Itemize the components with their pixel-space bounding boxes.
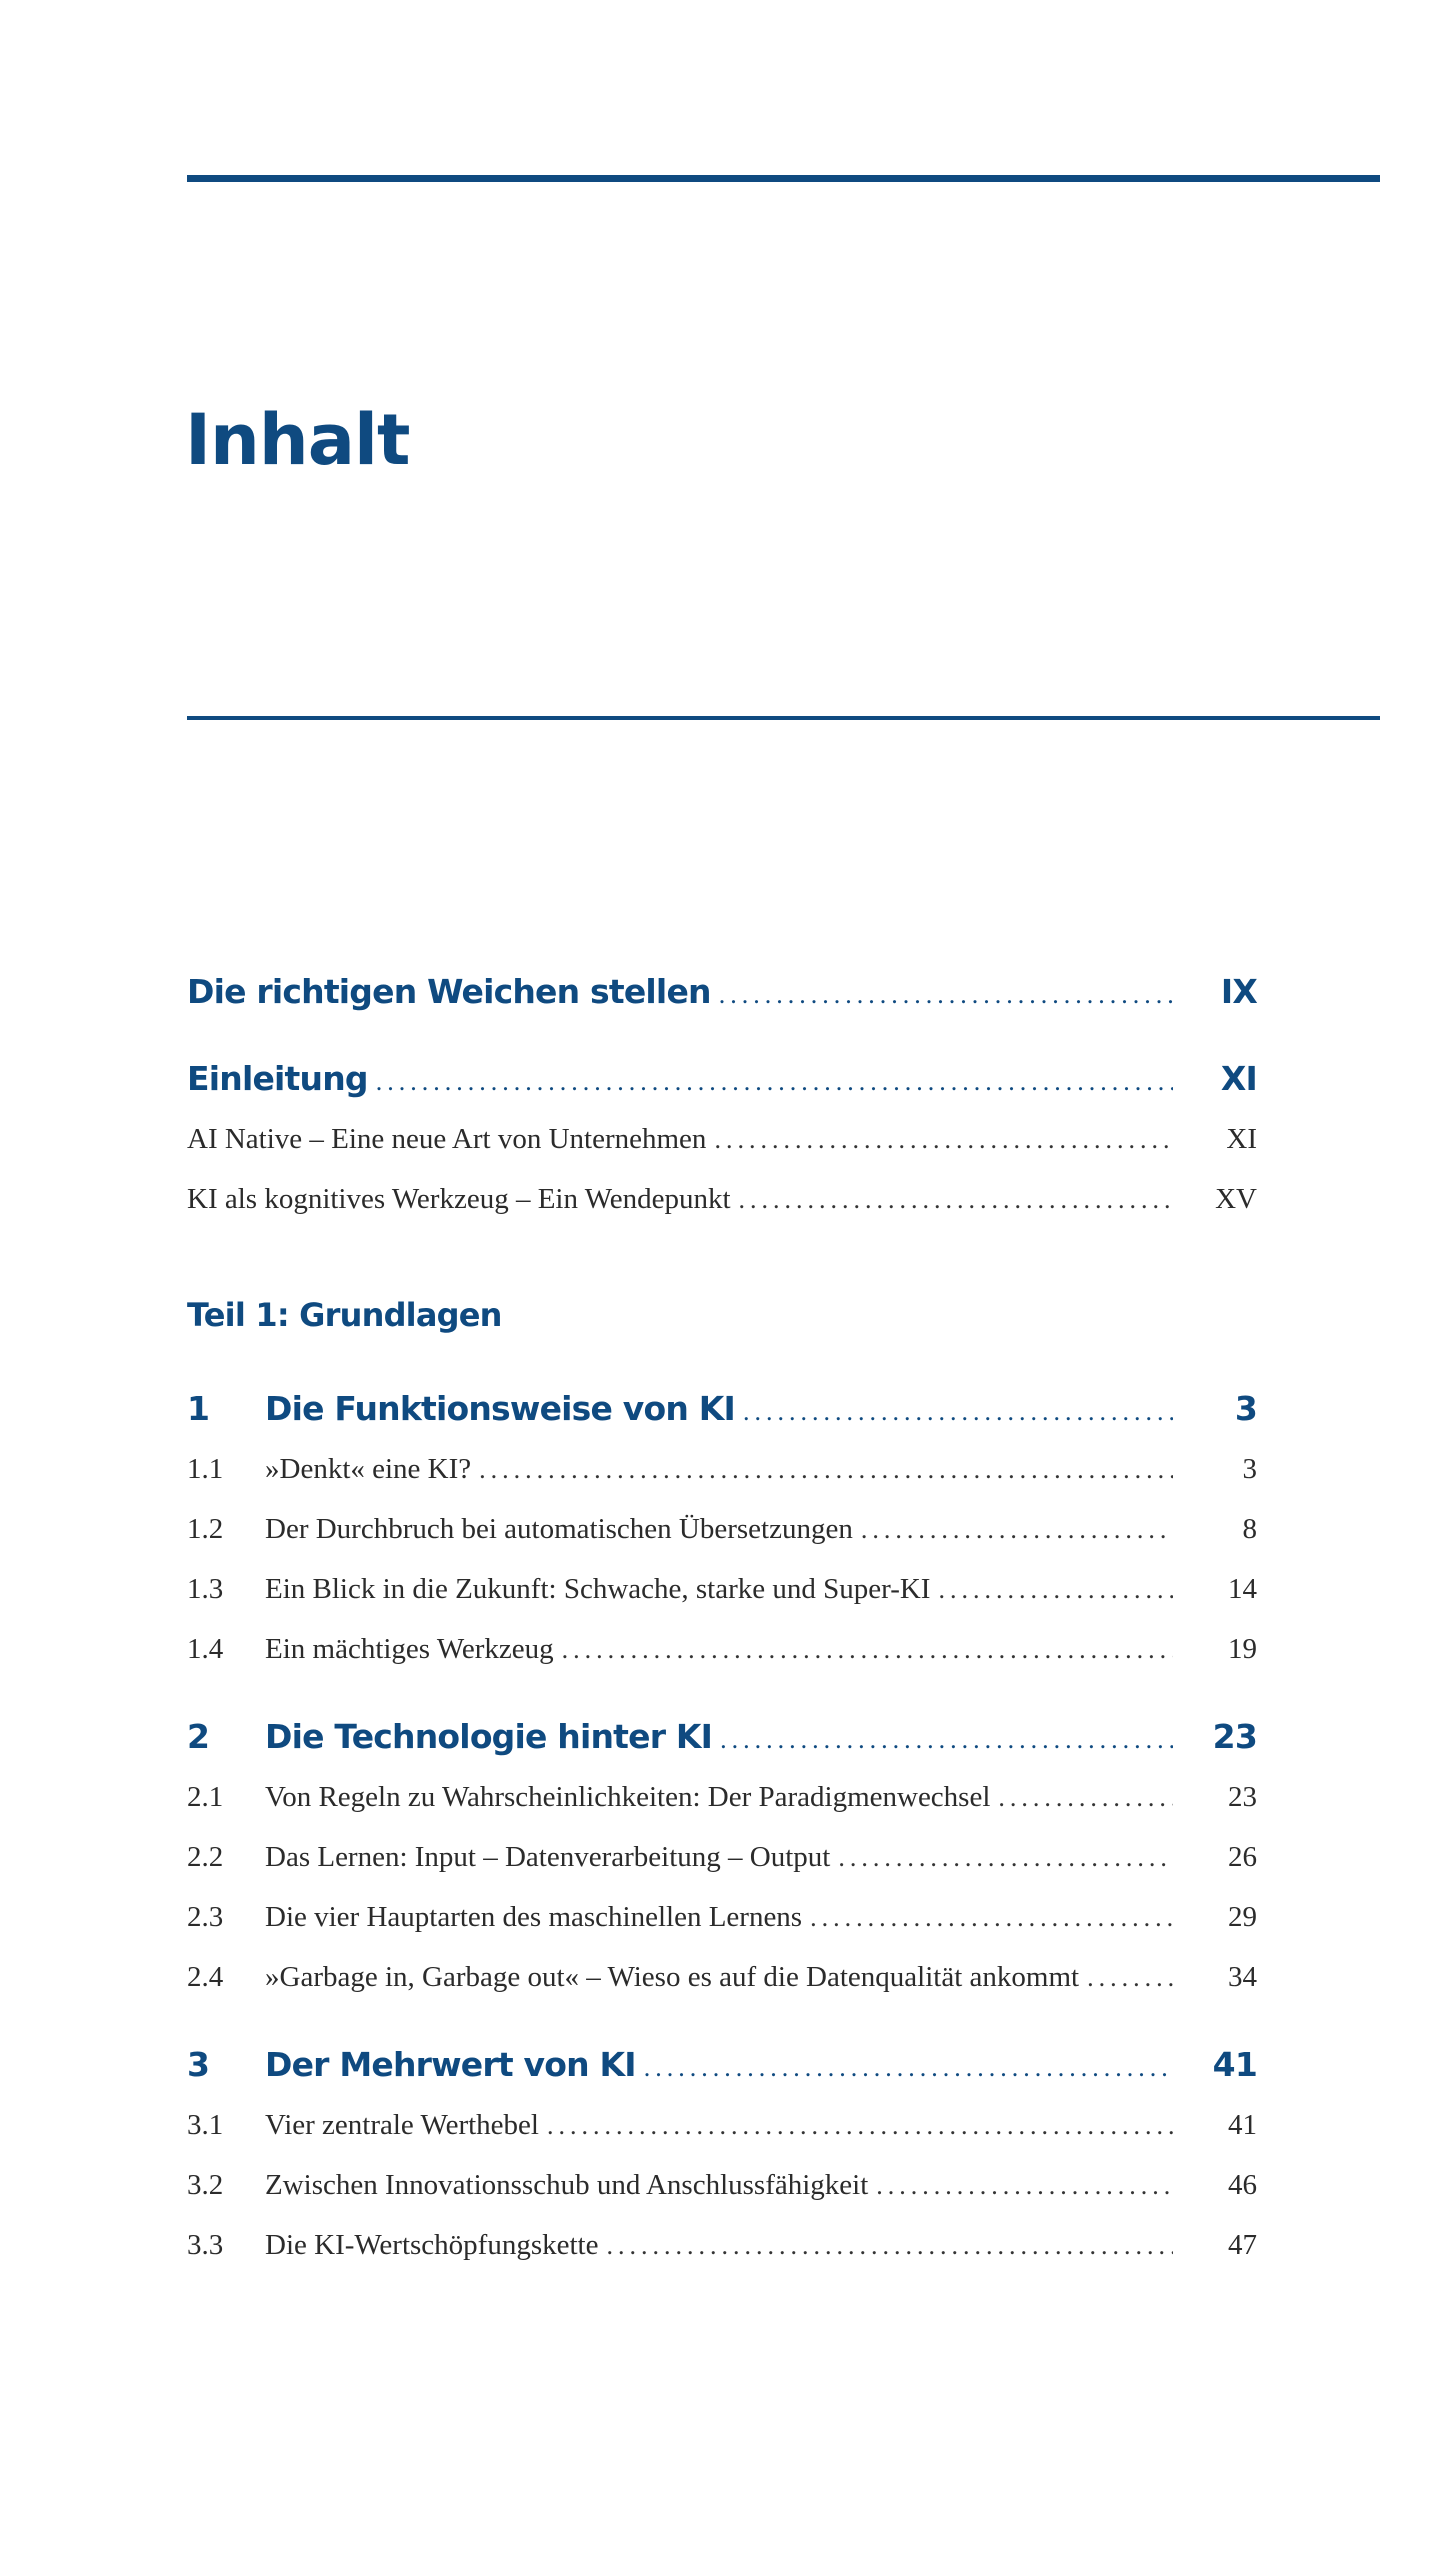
toc-section[interactable]: [187, 1448, 1257, 1490]
section-number: 2.3: [187, 1901, 224, 1933]
section-title: »Denkt« eine KI?: [265, 1453, 472, 1485]
section-page: 26: [1228, 1841, 1257, 1873]
section-number: 2.2: [187, 1841, 224, 1873]
section-title: Ein Blick in die Zukunft: Schwache, starke und Super-KI: [265, 1573, 931, 1605]
dot-leader: [479, 1449, 1173, 1491]
section-page: 19: [1228, 1633, 1257, 1665]
section-title: Vier zentrale Werthebel: [265, 2109, 539, 2141]
chapter-number: 2: [187, 1717, 210, 1756]
dot-leader: [547, 2105, 1173, 2147]
toc-section[interactable]: [187, 2224, 1257, 2266]
dot-leader: [376, 1059, 1173, 1105]
dot-leader: [739, 1179, 1173, 1221]
toc-entry-title: Die richtigen Weichen stellen: [187, 972, 711, 1011]
dot-leader: [743, 1389, 1173, 1435]
chapter-number: 3: [187, 2045, 210, 2084]
section-page: 34: [1228, 1961, 1257, 1993]
toc-entry-einleitung[interactable]: [187, 1056, 1257, 1102]
section-title: Die vier Hauptarten des maschinellen Lernens: [265, 1901, 803, 1933]
section-number: 1.2: [187, 1513, 224, 1545]
section-number: 3.3: [187, 2229, 224, 2261]
chapter-number: 1: [187, 1389, 210, 1428]
section-number: 1.4: [187, 1633, 224, 1665]
toc-section[interactable]: [187, 1956, 1257, 1998]
section-title: Die KI-Wertschöpfungskette: [265, 2229, 599, 2261]
part-heading: Teil 1: Grundlagen: [187, 1296, 502, 1334]
toc-entry-title: Einleitung: [187, 1059, 368, 1098]
section-page: 23: [1228, 1781, 1257, 1813]
toc-section[interactable]: [187, 2104, 1257, 2146]
section-number: 1.1: [187, 1453, 224, 1485]
section-title: Zwischen Innovationsschub und Anschlussfähigkeit: [265, 2169, 869, 2201]
dot-leader: [644, 2045, 1173, 2091]
dot-leader: [719, 972, 1173, 1018]
dot-leader: [714, 1119, 1173, 1161]
section-title: »Garbage in, Garbage out« – Wieso es auf die Datenqualität ankommt: [265, 1961, 1080, 1993]
dot-leader: [720, 1717, 1173, 1763]
chapter-title: Der Mehrwert von KI: [265, 2045, 636, 2084]
section-number: 3.2: [187, 2169, 224, 2201]
dot-leader: [838, 1837, 1173, 1879]
dot-leader: [562, 1629, 1173, 1671]
page-title: Inhalt: [185, 399, 410, 481]
section-title: Der Durchbruch bei automatischen Übersetzungen: [265, 1513, 853, 1545]
toc-entry-title: KI als kognitives Werkzeug – Ein Wendepunkt: [187, 1183, 731, 1215]
dot-leader: [810, 1897, 1173, 1939]
chapter-page: 41: [1212, 2045, 1257, 2084]
toc-chapter-3[interactable]: [187, 2042, 1257, 2088]
toc-section[interactable]: [187, 1776, 1257, 1818]
toc-entry-ki-werkzeug[interactable]: [187, 1178, 1257, 1220]
dot-leader: [876, 2165, 1173, 2207]
section-number: 3.1: [187, 2109, 224, 2141]
dot-leader: [1087, 1957, 1173, 1999]
toc-section[interactable]: [187, 1568, 1257, 1610]
toc-entry-page: XI: [1220, 1059, 1257, 1098]
dot-leader: [938, 1569, 1173, 1611]
toc-section[interactable]: [187, 1628, 1257, 1670]
toc-entry-weichen[interactable]: [187, 969, 1257, 1015]
toc-entry-page: XV: [1215, 1183, 1257, 1215]
toc-entry-page: IX: [1220, 972, 1257, 1011]
dot-leader: [861, 1509, 1173, 1551]
chapter-title: Die Technologie hinter KI: [265, 1717, 713, 1756]
section-page: 41: [1228, 2109, 1257, 2141]
section-number: 2.1: [187, 1781, 224, 1813]
dot-leader: [998, 1777, 1173, 1819]
toc-chapter-2[interactable]: [187, 1714, 1257, 1760]
title-rule: [187, 716, 1380, 720]
section-page: 46: [1228, 2169, 1257, 2201]
section-title: Ein mächtiges Werkzeug: [265, 1633, 554, 1665]
toc-section[interactable]: [187, 1836, 1257, 1878]
section-page: 14: [1228, 1573, 1257, 1605]
section-page: 29: [1228, 1901, 1257, 1933]
toc-entry-title: AI Native – Eine neue Art von Unternehmen: [187, 1123, 707, 1155]
top-rule: [187, 175, 1380, 182]
section-title: Von Regeln zu Wahrscheinlichkeiten: Der Paradigmenwechsel: [265, 1781, 991, 1813]
toc-entry-ai-native[interactable]: [187, 1118, 1257, 1160]
toc-section[interactable]: [187, 1896, 1257, 1938]
dot-leader: [606, 2225, 1173, 2267]
section-page: 47: [1228, 2229, 1257, 2261]
toc-entry-page: XI: [1226, 1123, 1257, 1155]
chapter-page: 3: [1234, 1389, 1257, 1428]
section-page: 8: [1242, 1513, 1257, 1545]
toc-section[interactable]: [187, 1508, 1257, 1550]
toc-chapter-1[interactable]: [187, 1386, 1257, 1432]
section-page: 3: [1242, 1453, 1257, 1485]
chapter-page: 23: [1212, 1717, 1257, 1756]
section-title: Das Lernen: Input – Datenverarbeitung – Output: [265, 1841, 831, 1873]
section-number: 2.4: [187, 1961, 224, 1993]
section-number: 1.3: [187, 1573, 224, 1605]
toc-section[interactable]: [187, 2164, 1257, 2206]
chapter-title: Die Funktionsweise von KI: [265, 1389, 736, 1428]
